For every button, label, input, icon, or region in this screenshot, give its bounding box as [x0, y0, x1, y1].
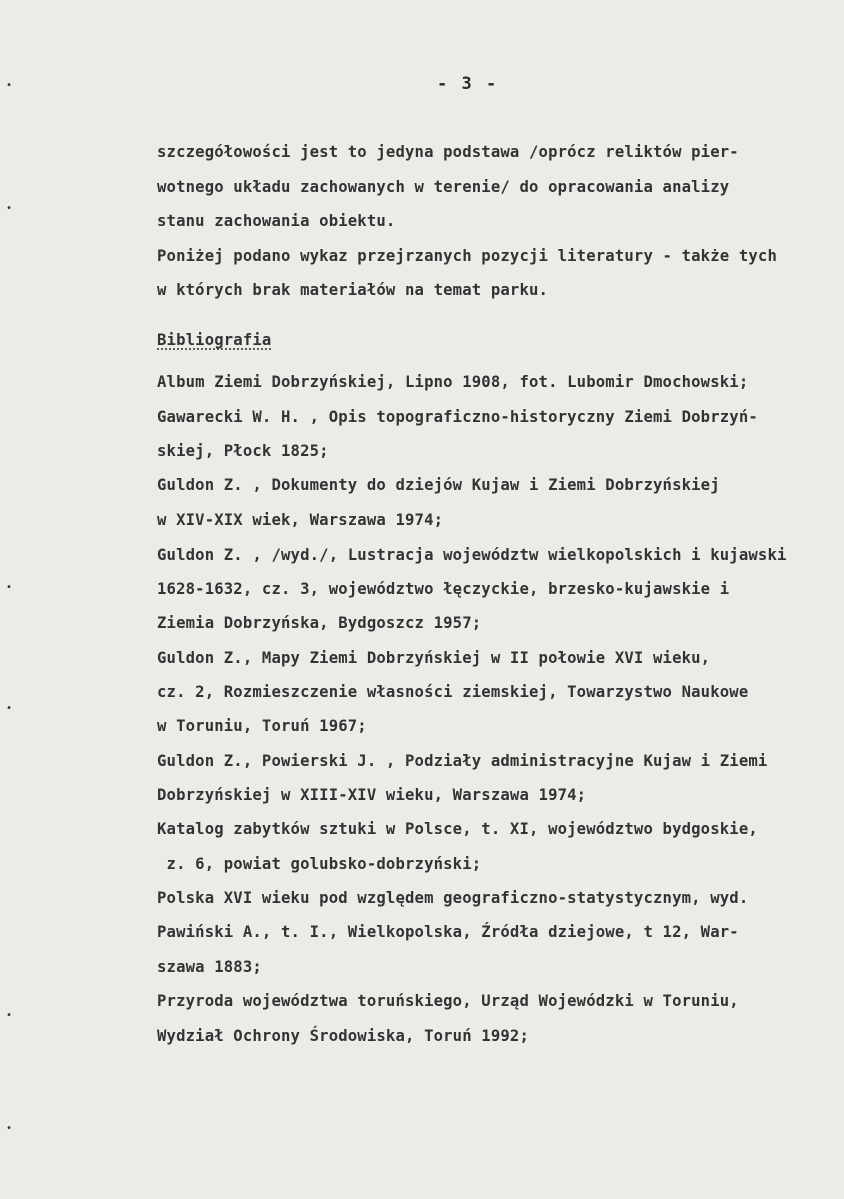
margin-mark: •	[6, 1123, 13, 1134]
bibliography-line: Pawiński A., t. I., Wielkopolska, Źródła dziejowe, t 12, War-	[157, 923, 739, 941]
intro-line: wotnego układu zachowanych w terenie/ do opracowania analizy	[157, 178, 730, 196]
section-heading: Bibliografia	[157, 331, 272, 349]
bibliography-line: w Toruniu, Toruń 1967;	[157, 717, 367, 735]
intro-line: w których brak materiałów na temat parku.	[157, 281, 549, 299]
bibliography-line: Guldon Z., Powierski J. , Podziały administracyjne Kujaw i Ziemi	[157, 752, 768, 770]
bibliography-line: Dobrzyńskiej w XIII-XIV wieku, Warszawa 1974;	[157, 786, 587, 804]
bibliography-line: Guldon Z. , Dokumenty do dziejów Kujaw i Ziemi Dobrzyńskiej	[157, 476, 720, 494]
bibliography-line: Guldon Z. , /wyd./, Lustracja województw wielkopolskich i kujawski	[157, 546, 787, 564]
bibliography-line: z. 6, powiat golubsko-dobrzyński;	[157, 855, 482, 873]
margin-mark: •	[6, 703, 13, 714]
bibliography-line: skiej, Płock 1825;	[157, 442, 329, 460]
margin-mark: •	[6, 203, 13, 214]
bibliography-line: Polska XVI wieku pod względem geograficzno-statystycznym, wyd.	[157, 889, 749, 907]
bibliography-line: 1628-1632, cz. 3, województwo łęczyckie, brzesko-kujawskie i	[157, 580, 730, 598]
bibliography-line: Katalog zabytków sztuki w Polsce, t. XI, województwo bydgoskie,	[157, 820, 758, 838]
bibliography-line: szawa 1883;	[157, 958, 262, 976]
margin-mark: •	[6, 582, 13, 593]
intro-line: stanu zachowania obiektu.	[157, 212, 396, 230]
bibliography-line: Ziemia Dobrzyńska, Bydgoszcz 1957;	[157, 614, 482, 632]
bibliography-line: Album Ziemi Dobrzyńskiej, Lipno 1908, fot. Lubomir Dmochowski;	[157, 373, 749, 391]
margin-mark: •	[6, 80, 13, 91]
bibliography-line: Wydział Ochrony Środowiska, Toruń 1992;	[157, 1027, 529, 1045]
bibliography-line: Guldon Z., Mapy Ziemi Dobrzyńskiej w II połowie XVI wieku,	[157, 649, 711, 667]
page-number: - 3 -	[437, 74, 499, 94]
margin-mark: •	[6, 1010, 13, 1021]
intro-line: szczegółowości jest to jedyna podstawa /oprócz reliktów pier-	[157, 143, 739, 161]
intro-line: Poniżej podano wykaz przejrzanych pozycji literatury - także tych	[157, 247, 777, 265]
bibliography-line: w XIV-XIX wiek, Warszawa 1974;	[157, 511, 444, 529]
bibliography-line: Gawarecki W. H. , Opis topograficzno-historyczny Ziemi Dobrzyń-	[157, 408, 758, 426]
bibliography-line: Przyroda województwa toruńskiego, Urząd Wojewódzki w Toruniu,	[157, 992, 739, 1010]
bibliography-line: cz. 2, Rozmieszczenie własności ziemskiej, Towarzystwo Naukowe	[157, 683, 749, 701]
